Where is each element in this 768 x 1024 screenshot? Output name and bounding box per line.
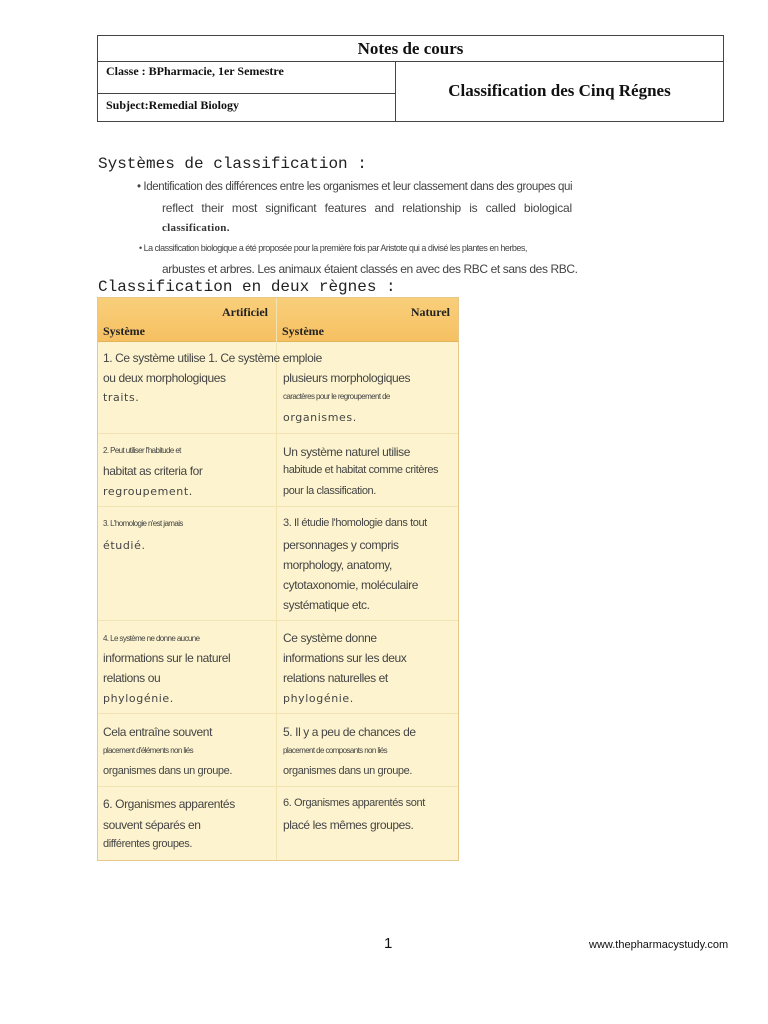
bullet1-line1: • Identification des différences entre les organismes et leur classement dans des groupes qui: [137, 181, 573, 193]
row6-left-line1: 6. Organismes apparentés: [103, 797, 235, 811]
row3-left-line1: 3. L'homologie n'est jamais: [103, 519, 183, 528]
row3-right-line4: cytotaxonomie, moléculaire: [283, 578, 419, 592]
row4-right-line4: phylogénie.: [283, 692, 354, 705]
row5-left-line1: Cela entraîne souvent: [103, 725, 213, 739]
col2-header-bottom: Système: [282, 324, 324, 338]
row1-left-line2: ou deux morphologiques: [103, 371, 226, 385]
row3-right-line3: morphology, anatomy,: [283, 558, 392, 572]
row1-left-line1: 1. Ce système utilise 1. Ce système emploie: [103, 351, 322, 365]
word: their: [201, 201, 224, 215]
word: significant: [265, 201, 317, 215]
row-divider: [98, 620, 458, 621]
header-topic: Classification des Cinq Régnes: [448, 81, 671, 100]
row2-right-line3: pour la classification.: [283, 485, 376, 497]
row2-right-line1: Un système naturel utilise: [283, 445, 410, 459]
row5-right-line1: 5. Il y a peu de chances de: [283, 725, 416, 739]
row4-left-line4: phylogénie.: [103, 692, 174, 705]
word: called: [485, 201, 516, 215]
row4-right-line3: relations naturelles et: [283, 671, 388, 685]
row5-left-line3: organismes dans un groupe.: [103, 765, 233, 777]
word: features: [324, 201, 367, 215]
page-number: 1: [384, 935, 393, 952]
row3-right-line2: personnages y compris: [283, 538, 399, 552]
bullet2-line2: arbustes et arbres. Les animaux étaient classés en avec des RBC et sans des RBC.: [162, 262, 578, 276]
word: relationship: [402, 201, 462, 215]
row3-left-line2: étudié.: [103, 539, 146, 552]
row5-right-line3: organismes dans un groupe.: [283, 765, 413, 777]
word: is: [469, 201, 478, 215]
col2-header-top: Naturel: [410, 305, 450, 319]
bullet2-line1: [139, 243, 527, 253]
row3-right-line5: systématique etc.: [283, 598, 370, 612]
row1-right-line2: caractères pour le regroupement de: [283, 392, 390, 401]
bullet1-line2: [162, 201, 572, 215]
row-divider: [98, 713, 458, 714]
row2-left-line3: regroupement.: [103, 485, 193, 498]
word: most: [231, 201, 258, 215]
row1-right-line3: organismes.: [283, 411, 357, 424]
header-subject: Subject:Remedial Biology: [106, 98, 239, 112]
row1-right-line1: plusieurs morphologiques: [283, 371, 411, 385]
row2-left-line1: 2. Peut utiliser l'habitude et: [103, 446, 181, 455]
row4-right-line1: Ce système donne: [283, 631, 377, 645]
row4-left-line1: 4. Le système ne donne aucune: [103, 634, 200, 643]
classification-table: [97, 297, 459, 861]
row5-left-line2: placement d'éléments non liés: [103, 746, 193, 755]
bullet-dot: •: [139, 243, 144, 253]
col1-header-bottom: Système: [103, 324, 145, 338]
row-divider: [98, 433, 458, 434]
row6-right-line2: placé les mêmes groupes.: [283, 818, 414, 832]
row6-right-line1: 6. Organismes apparentés sont: [283, 797, 425, 809]
row3-right-line1: 3. Il étudie l'homologie dans tout: [283, 517, 427, 529]
word: and: [374, 201, 394, 215]
row2-right-line2: habitude et habitat comme critères: [283, 464, 439, 476]
bullet1-line3: classification.: [162, 222, 230, 234]
header-classe: Classe : BPharmacie, 1er Semestre: [98, 61, 395, 94]
section-heading-deux-regnes: Classification en deux règnes :: [98, 278, 396, 296]
row6-left-line3: différentes groupes.: [103, 838, 193, 850]
header-left-column: [98, 61, 396, 121]
row6-left-line2: souvent séparés en: [103, 818, 201, 832]
row4-left-line2: informations sur le naturel: [103, 651, 231, 665]
row4-left-line3: relations ou: [103, 671, 161, 685]
bullet2-text: La classification biologique a été proposée pour la première fois par Aristote qui a divisé les plantes en herbes,: [143, 243, 527, 253]
col1-header-top: Artificiel: [222, 305, 268, 319]
row-divider: [98, 506, 458, 507]
website-link[interactable]: www.thepharmacystudy.com: [589, 939, 729, 951]
row1-left-line3: traits.: [103, 391, 140, 404]
table-header: [98, 298, 458, 342]
header-box: [97, 35, 724, 122]
row2-left-line2: habitat as criteria for: [103, 464, 203, 478]
section-heading-systemes: Systèmes de classification :: [98, 155, 367, 173]
header-title: Notes de cours: [98, 36, 723, 62]
row4-right-line2: informations sur les deux: [283, 651, 407, 665]
column-divider: [276, 298, 277, 860]
word: biological: [523, 201, 572, 215]
row-divider: [98, 786, 458, 787]
word: reflect: [162, 201, 194, 215]
row5-right-line2: placement de composants non liés: [283, 746, 387, 755]
